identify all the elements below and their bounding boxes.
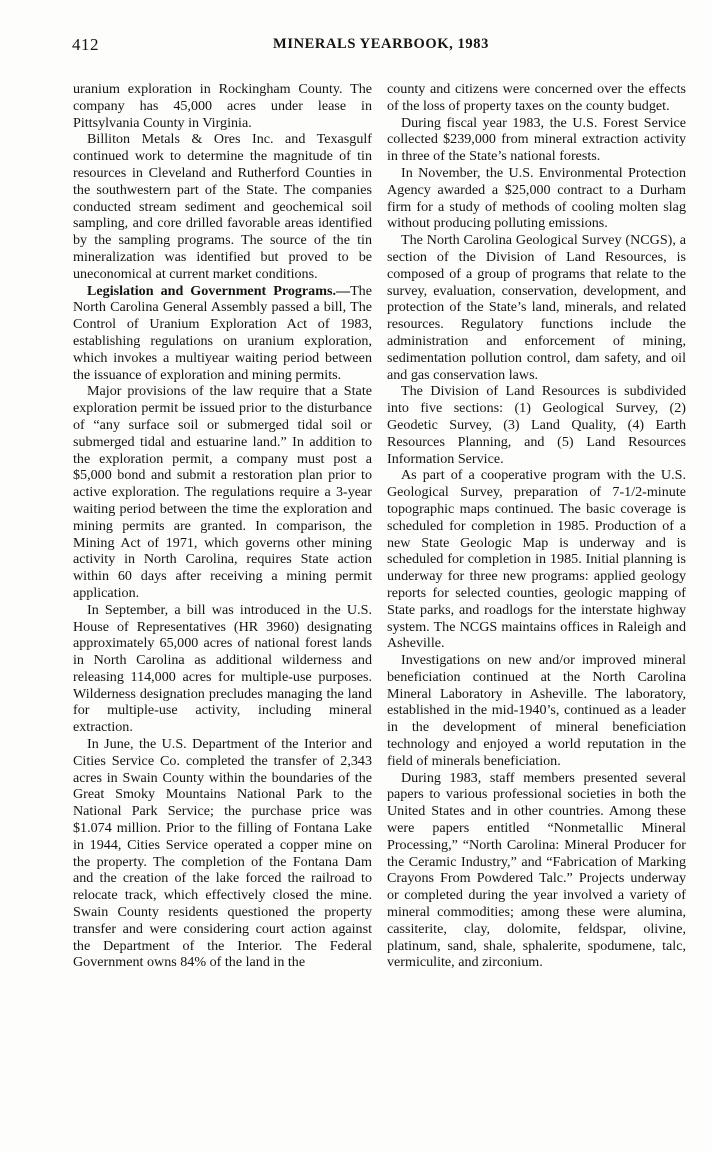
paragraph: The North Carolina Geological Survey (NCGS), a section of the Division of Land Resources, is composed of a group of programs that relate to the survey, evaluation, conservation, development, and protection of the State’s land, minerals, and related resources. Regulatory functions include the administration and enforcement of mining, sedimentation pollution control, dam safety, and oil and gas conservation laws. xyxy=(387,232,686,383)
paragraph-body: The North Carolina General Assembly passed a bill, The Control of Uranium Exploration Act of 1983, establishing regulations on uranium exploration, which invokes a multiyear waiting period between the issuance of exploration and mining permits. xyxy=(73,282,372,383)
right-column xyxy=(387,81,686,971)
paragraph: During 1983, staff members presented several papers to various professional societies in both the United States and in other countries. Among these were papers entitled “Nonmetallic Mineral Processing,” “North Carolina: Mineral Producer for the Ceramic Industry,” and “Fabrication of Marking Crayons From Powdered Talc.” Projects underway or completed during the year involved a variety of mineral commodities; among these were alumina, cassiterite, clay, dolomite, feldspar, olivine, platinum, sand, shale, sphalerite, spodumene, talc, vermiculite, and zirconium. xyxy=(387,769,686,971)
paragraph: county and citizens were concerned over the effects of the loss of property taxes on the county budget. xyxy=(387,81,686,114)
paragraph: Major provisions of the law require that a State exploration permit be issued prior to the disturbance of “any surface soil or submerged tidal soil or submerged tidal and estuarine land.” In addition to the exploration permit, a company must post a $5,000 bond and submit a restoration plan prior to active exploration. The regulations require a 3-year waiting period between the time the exploration and mining permits are granted. In comparison, the Mining Act of 1971, which governs other mining activity in North Carolina, requires State action within 60 days after receiving a mining permit application. xyxy=(73,383,372,601)
paragraph: As part of a cooperative program with the U.S. Geological Survey, preparation of 7-1/2-minute topographic maps continued. The basic coverage is scheduled for completion in 1985. Production of a new State Geologic Map is underway and is scheduled for completion in 1985. Initial planning is underway for three new programs: applied geology reports for selected counties, geologic mapping of State parks, and roadlogs for the interstate highway system. The NCGS maintains offices in Raleigh and Asheville. xyxy=(387,467,686,652)
paragraph: uranium exploration in Rockingham County. The company has 45,000 acres under lease in Pittsylvania County in Virginia. xyxy=(73,81,372,131)
section-heading: Legislation and Government Programs.— xyxy=(87,282,351,299)
page-header xyxy=(72,35,690,55)
paragraph: Investigations on new and/or improved mineral beneficiation continued at the North Carolina Mineral Laboratory in Asheville. The laboratory, established in the mid-1940’s, continued as a leader in the development of mineral beneficiation technology and enjoyed a world reputation in the field of minerals beneficiation. xyxy=(387,652,686,769)
paragraph: Billiton Metals & Ores Inc. and Texasgulf continued work to determine the magnitude of tin resources in Cleveland and Rutherford Counties in the southwestern part of the State. The companies conducted stream sediment and geochemical soil sampling, and core drilled favorable areas identified by the sampling programs. The source of the tin mineralization was identified but proved to be uneconomical at current market conditions. xyxy=(73,131,372,282)
paragraph-legislation xyxy=(73,283,372,384)
running-title: MINERALS YEARBOOK, 1983 xyxy=(273,36,489,52)
page-number: 412 xyxy=(72,35,99,54)
left-column xyxy=(73,81,372,971)
paragraph: In November, the U.S. Environmental Protection Agency awarded a $25,000 contract to a Durham firm for a study of methods of cooling molten slag without producing polluting emissions. xyxy=(387,164,686,232)
paragraph: The Division of Land Resources is subdivided into five sections: (1) Geological Survey, (2) Geodetic Survey, (3) Land Quality, (4) Earth Resources Planning, and (5) Land Resources Information Service. xyxy=(387,383,686,467)
paragraph: During fiscal year 1983, the U.S. Forest Service collected $239,000 from mineral extraction activity in three of the State’s national forests. xyxy=(387,114,686,165)
paragraph: In September, a bill was introduced in the U.S. House of Representatives (HR 3960) designating approximately 65,000 acres of national forest lands in North Carolina as additional wilderness and releasing 114,000 acres for multiple-use purposes. Wilderness designation precludes managing the land for multiple-use activity, including mineral extraction. xyxy=(73,601,372,736)
paragraph: In June, the U.S. Department of the Interior and Cities Service Co. completed the transfer of 2,343 acres in Swain County within the boundaries of the Great Smoky Mountains National Park to the National Park Service; the purchase price was $1.074 million. Prior to the filling of Fontana Lake in 1944, Cities Service operated a copper mine on the property. The completion of the Fontana Dam and the creation of the lake forced the railroad to relocate track, which effectively closed the mine. Swain County residents questioned the property transfer and were considering court action against the Department of the Interior. The Federal Government owns 84% of the land in the xyxy=(73,736,372,971)
